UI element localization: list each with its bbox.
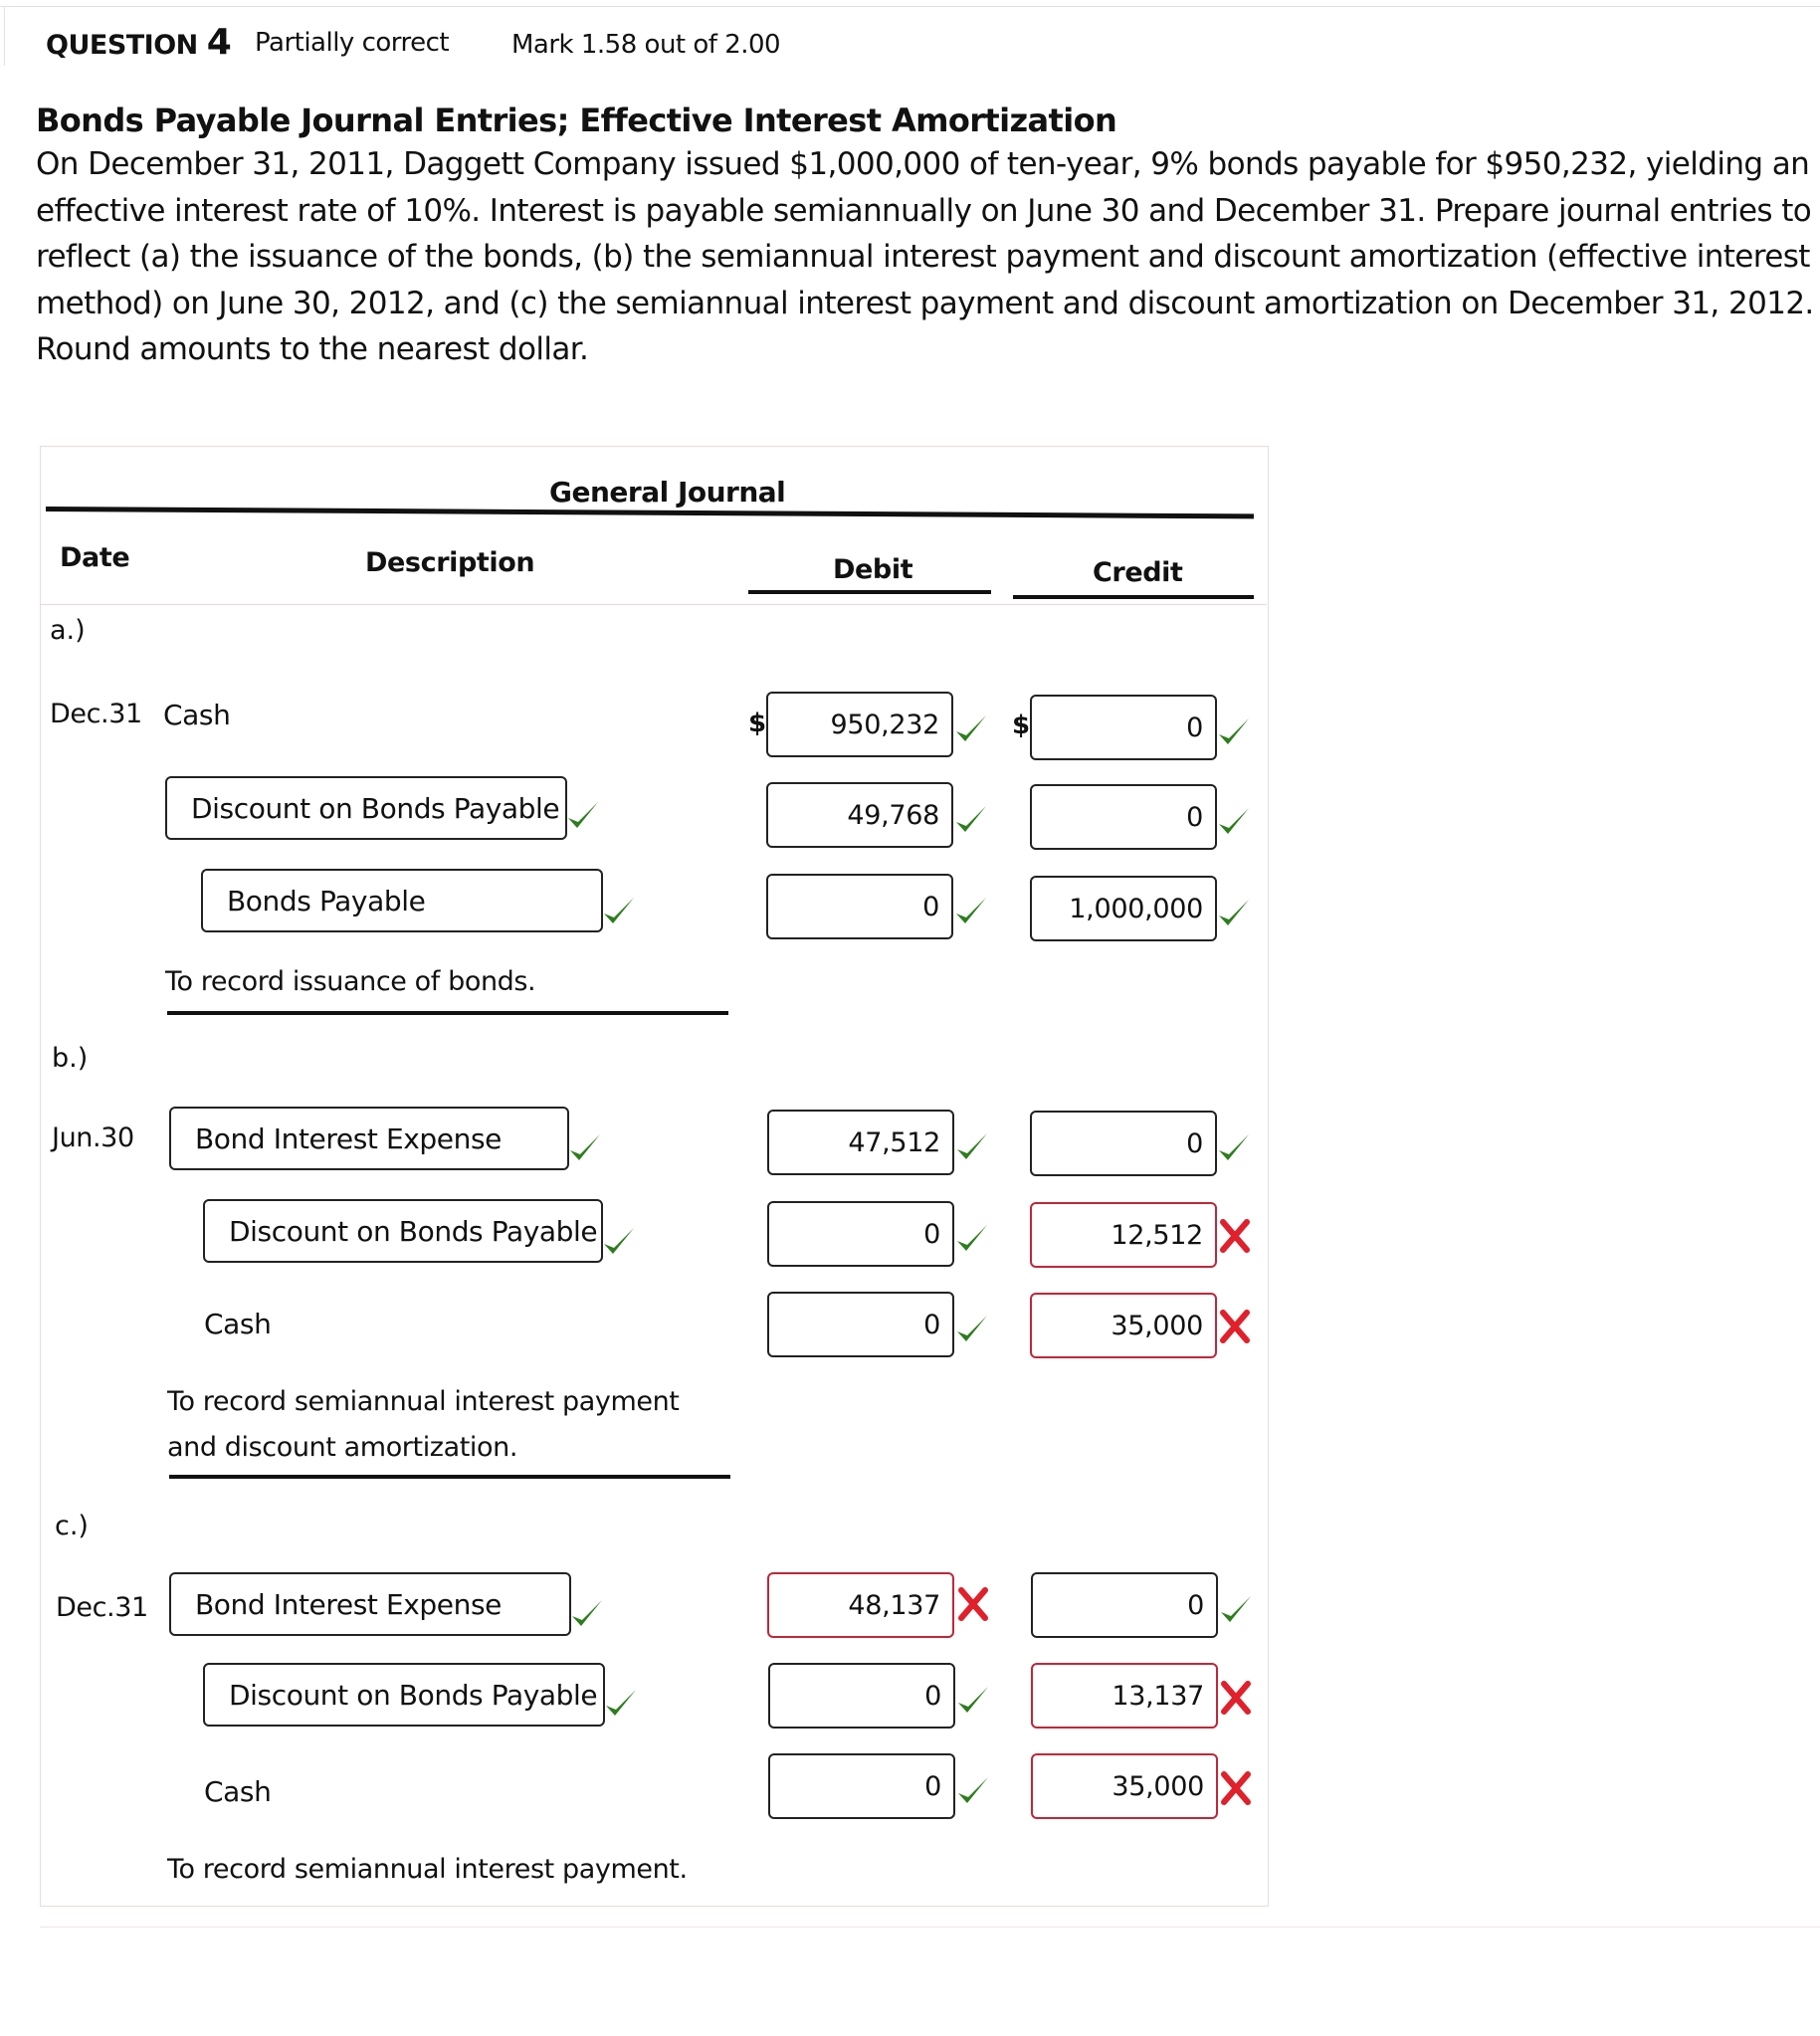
debit-input[interactable]: 0 <box>768 1663 955 1729</box>
credit-input[interactable]: 0 <box>1030 1111 1217 1176</box>
account-input[interactable]: Discount on Bonds Payable <box>203 1663 605 1727</box>
page-top-border <box>0 6 1820 7</box>
account-input[interactable]: Discount on Bonds Payable <box>165 776 567 840</box>
check-icon <box>565 796 601 836</box>
check-icon <box>1216 894 1252 933</box>
x-mark-icon <box>1218 1678 1254 1718</box>
credit-input[interactable]: 0 <box>1030 695 1217 760</box>
check-icon <box>954 1310 990 1349</box>
check-icon <box>1216 802 1252 842</box>
debit-input[interactable]: 0 <box>767 1201 954 1267</box>
page-bottom-separator <box>40 1927 1820 1928</box>
debit-input[interactable]: 0 <box>766 874 953 939</box>
problem-line: On December 31, 2011, Daggett Company issued $1,000,000 of ten-year, 9% bonds payable for $950,232, yielding an <box>36 146 1810 182</box>
check-icon <box>603 1684 639 1724</box>
question-status: Partially correct <box>255 28 450 58</box>
column-header-description: Description <box>365 547 535 578</box>
check-icon <box>953 892 989 931</box>
column-header-debit: Debit <box>833 554 913 585</box>
debit-input[interactable]: 0 <box>768 1753 955 1819</box>
problem-line: Round amounts to the nearest dollar. <box>36 331 589 367</box>
entry-memo-c: To record semiannual interest payment. <box>167 1854 688 1885</box>
page-left-border <box>4 6 5 66</box>
account-text: Cash <box>163 699 231 731</box>
debit-input[interactable]: 0 <box>767 1292 954 1357</box>
credit-input-incorrect[interactable]: 12,512 <box>1030 1202 1217 1268</box>
journal-title: General Journal <box>549 476 786 509</box>
check-icon <box>601 1222 637 1262</box>
x-mark-icon <box>1218 1768 1254 1808</box>
check-icon <box>569 1594 605 1634</box>
account-input[interactable]: Bond Interest Expense <box>169 1107 569 1170</box>
problem-line: method) on June 30, 2012, and (c) the semiannual interest payment and discount amortization on December 31, 2012. <box>36 285 1814 321</box>
entry-memo-b: To record semiannual interest payment and discount amortization. <box>167 1386 680 1463</box>
account-text: Cash <box>204 1775 272 1808</box>
problem-line: reflect (a) the issuance of the bonds, (b) the semiannual interest payment and discount amortization (effective interest <box>36 239 1810 275</box>
x-mark-icon <box>955 1584 991 1624</box>
account-input[interactable]: Bonds Payable <box>201 869 603 932</box>
question-label <box>46 22 231 63</box>
check-icon <box>1216 1128 1252 1168</box>
memo-rule-b <box>169 1475 730 1479</box>
x-mark-icon <box>1217 1216 1253 1256</box>
check-icon <box>955 1771 991 1811</box>
problem-text <box>36 141 1814 373</box>
check-icon <box>953 710 989 749</box>
check-icon <box>954 1219 990 1259</box>
problem-title: Bonds Payable Journal Entries; Effective Interest Amortization <box>36 102 1117 139</box>
check-icon <box>1218 1590 1254 1630</box>
check-icon <box>955 1681 991 1721</box>
account-text: Cash <box>204 1308 272 1340</box>
column-header-credit: Credit <box>1093 557 1183 588</box>
credit-input[interactable]: 0 <box>1030 784 1217 850</box>
credit-input-incorrect[interactable]: 13,137 <box>1031 1663 1218 1729</box>
section-label-a: a.) <box>50 615 86 646</box>
debit-input[interactable]: 950,232 <box>766 692 953 757</box>
dollar-sign: $ <box>1012 711 1031 740</box>
check-icon <box>601 892 637 931</box>
x-mark-icon <box>1217 1307 1253 1346</box>
problem-line: effective interest rate of 10%. Interest is payable semiannually on June 30 and December 31. Prepare journal entries to <box>36 192 1812 229</box>
credit-input-incorrect[interactable]: 35,000 <box>1031 1753 1218 1819</box>
header-separator <box>40 604 1267 605</box>
section-label-b: b.) <box>52 1043 89 1074</box>
credit-input[interactable]: 1,000,000 <box>1030 876 1217 941</box>
entry-memo-a: To record issuance of bonds. <box>165 966 536 997</box>
credit-header-underline <box>1013 595 1254 599</box>
check-icon <box>954 1127 990 1167</box>
dollar-sign: $ <box>748 709 767 738</box>
check-icon <box>1216 713 1252 752</box>
entry-date-c: Dec.31 <box>56 1592 148 1623</box>
check-icon <box>953 800 989 840</box>
debit-input[interactable]: 47,512 <box>767 1110 954 1175</box>
column-header-date: Date <box>60 542 130 573</box>
credit-input[interactable]: 0 <box>1031 1572 1218 1638</box>
credit-input-incorrect[interactable]: 35,000 <box>1030 1293 1217 1358</box>
question-mark: Mark 1.58 out of 2.00 <box>511 30 781 60</box>
check-icon <box>567 1128 603 1168</box>
account-input[interactable]: Discount on Bonds Payable <box>203 1199 603 1263</box>
question-label-text: QUESTION <box>46 30 198 61</box>
question-number: 4 <box>206 22 232 63</box>
memo-rule-a <box>167 1011 728 1015</box>
section-label-c: c.) <box>55 1511 89 1541</box>
entry-date-b: Jun.30 <box>52 1122 134 1153</box>
account-input[interactable]: Bond Interest Expense <box>169 1572 571 1636</box>
debit-input-incorrect[interactable]: 48,137 <box>767 1572 954 1638</box>
debit-header-underline <box>748 590 991 594</box>
entry-date-a: Dec.31 <box>50 699 142 729</box>
debit-input[interactable]: 49,768 <box>766 782 953 848</box>
